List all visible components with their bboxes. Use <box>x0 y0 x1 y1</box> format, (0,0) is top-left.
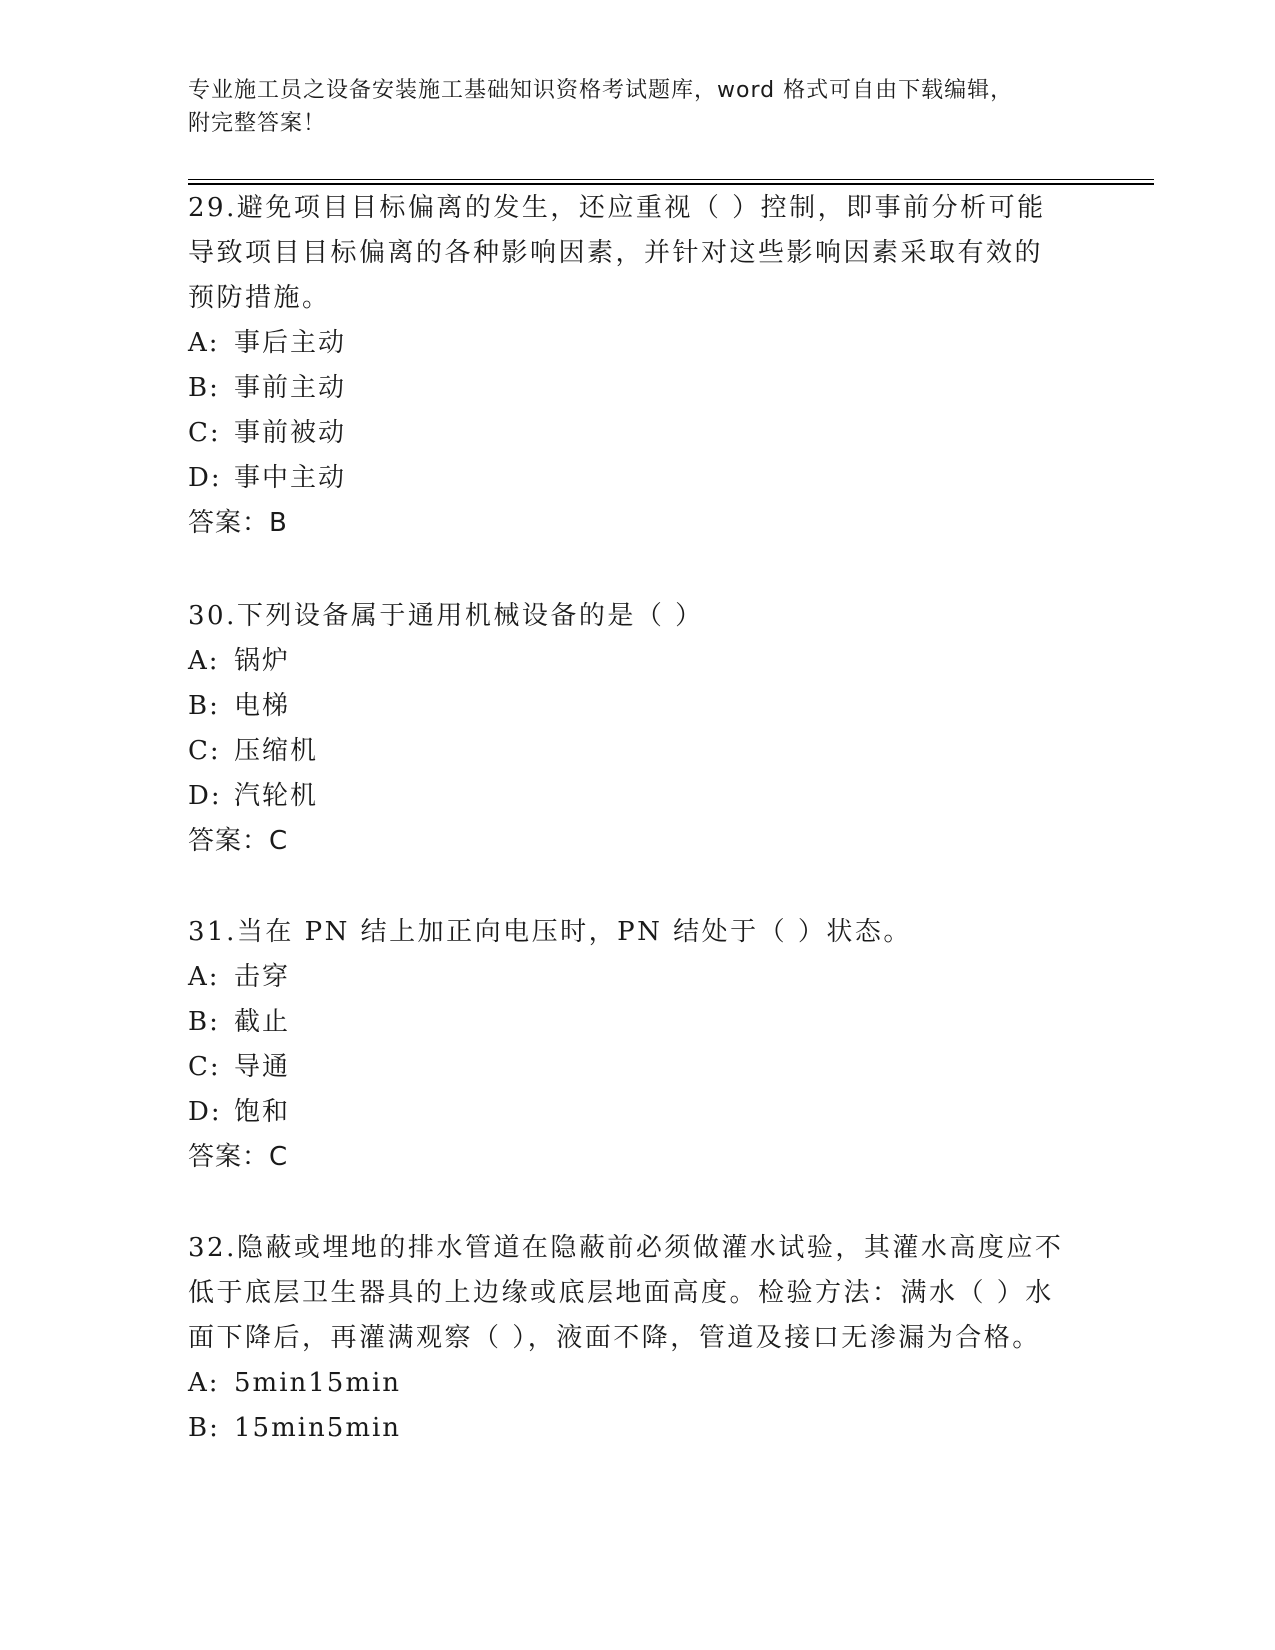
option-text: 截止 <box>234 1007 291 1037</box>
question-stem: 30.下列设备属于通用机械设备的是（ ） <box>188 601 704 631</box>
option-text: 导通 <box>234 1052 291 1082</box>
option-text: 事前被动 <box>234 418 347 448</box>
option-d <box>188 1090 1068 1135</box>
option-text: 事中主动 <box>234 463 347 493</box>
question-stem: 32.隐蔽或埋地的排水管道在隐蔽前必须做灌水试验，其灌水高度应不低于底层卫生器具的上边缘或底层地面高度。检验方法：满水（ ）水面下降后，再灌满观察（ ），液面不降，管道及接口无渗漏为合格。 <box>188 1233 1064 1353</box>
option-b <box>188 1000 1068 1045</box>
option-text: 15min5min <box>234 1413 402 1443</box>
option-text: 电梯 <box>234 691 291 721</box>
option-letter: C: <box>188 736 221 766</box>
option-text: 压缩机 <box>234 736 319 766</box>
option-text: 锅炉 <box>234 646 291 676</box>
option-text: 饱和 <box>234 1097 291 1127</box>
option-a <box>188 321 1068 366</box>
option-text: 汽轮机 <box>234 781 319 811</box>
option-a <box>188 639 1068 684</box>
header-line-2: 附完整答案！ <box>188 111 327 136</box>
option-b <box>188 684 1068 729</box>
option-letter: B: <box>188 1007 220 1037</box>
question-32 <box>188 1226 1068 1451</box>
answer-line: 答案：B <box>188 508 288 538</box>
option-letter: C: <box>188 1052 221 1082</box>
option-d <box>188 456 1068 501</box>
header-line-1: 专业施工员之设备安装施工基础知识资格考试题库，word 格式可自由下载编辑， <box>188 78 1014 103</box>
option-letter: D: <box>188 1097 222 1127</box>
option-c <box>188 729 1068 774</box>
question-stem: 29.避免项目目标偏离的发生，还应重视（ ）控制，即事前分析可能导致项目目标偏离的各种影响因素，并针对这些影响因素采取有效的预防措施。 <box>188 193 1046 313</box>
answer-line: 答案：C <box>188 826 289 856</box>
option-letter: A: <box>188 646 220 676</box>
option-letter: D: <box>188 463 222 493</box>
option-letter: D: <box>188 781 222 811</box>
option-letter: C: <box>188 418 221 448</box>
option-a <box>188 955 1068 1000</box>
option-text: 击穿 <box>234 962 291 992</box>
question-31 <box>188 910 1068 1180</box>
option-a <box>188 1361 1068 1406</box>
option-letter: A: <box>188 1368 220 1398</box>
question-29 <box>188 186 1068 546</box>
header-divider-thin <box>188 179 1154 180</box>
option-letter: B: <box>188 373 220 403</box>
option-letter: B: <box>188 1413 220 1443</box>
option-b <box>188 1406 1068 1451</box>
option-d <box>188 774 1068 819</box>
question-stem: 31.当在 PN 结上加正向电压时，PN 结处于（ ）状态。 <box>188 917 912 947</box>
answer-line: 答案：C <box>188 1142 289 1172</box>
option-letter: A: <box>188 328 220 358</box>
document-header <box>188 74 1088 140</box>
question-30 <box>188 594 1068 864</box>
option-letter: A: <box>188 962 220 992</box>
option-letter: B: <box>188 691 220 721</box>
option-c <box>188 411 1068 456</box>
option-text: 5min15min <box>234 1368 402 1398</box>
header-divider-thick <box>188 183 1154 185</box>
option-text: 事前主动 <box>234 373 347 403</box>
option-b <box>188 366 1068 411</box>
option-c <box>188 1045 1068 1090</box>
option-text: 事后主动 <box>234 328 347 358</box>
